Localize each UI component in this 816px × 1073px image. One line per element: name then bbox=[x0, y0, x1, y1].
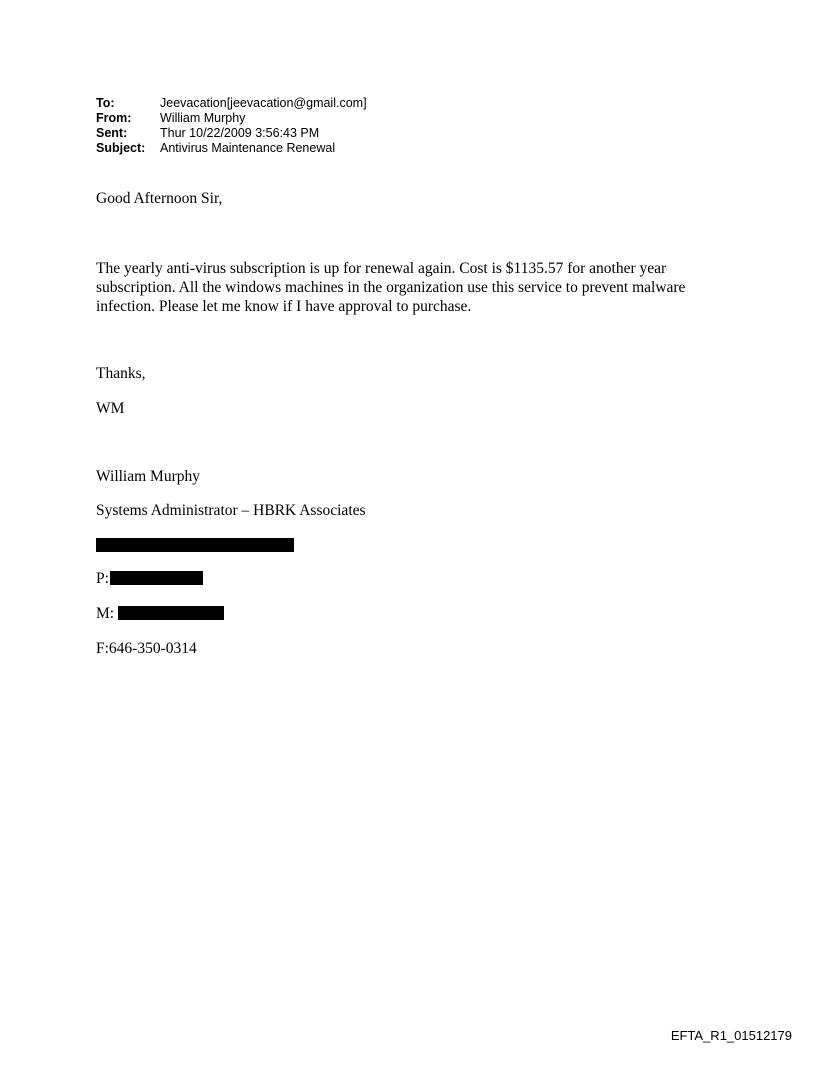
body-line: infection. Please let me know if I have approval to purchase. bbox=[96, 298, 472, 315]
redaction-email bbox=[96, 538, 294, 552]
phone-label: P: bbox=[96, 570, 109, 587]
greeting: Good Afternoon Sir, bbox=[96, 190, 223, 207]
subject-label: Subject: bbox=[96, 141, 146, 155]
signature-name: William Murphy bbox=[96, 468, 200, 485]
redaction-phone bbox=[110, 571, 203, 585]
subject-value: Antivirus Maintenance Renewal bbox=[160, 141, 336, 155]
to-row bbox=[96, 96, 367, 111]
from-row bbox=[96, 111, 367, 126]
fax-number: F:646-350-0314 bbox=[96, 640, 197, 657]
mobile-label: M: bbox=[96, 605, 115, 622]
from-value: William Murphy bbox=[160, 111, 246, 125]
to-label: To: bbox=[96, 96, 115, 110]
sent-row bbox=[96, 126, 367, 141]
body-paragraph bbox=[96, 259, 685, 316]
redaction-mobile bbox=[118, 606, 224, 620]
initials: WM bbox=[96, 400, 125, 417]
email-header bbox=[96, 96, 367, 156]
from-label: From: bbox=[96, 111, 132, 125]
to-value: Jeevacation[jeevacation@gmail.com] bbox=[160, 96, 367, 110]
signature-title: Systems Administrator – HBRK Associates bbox=[96, 502, 366, 519]
sent-label: Sent: bbox=[96, 126, 128, 140]
document-id: EFTA_R1_01512179 bbox=[670, 1028, 792, 1043]
sent-value: Thur 10/22/2009 3:56:43 PM bbox=[160, 126, 320, 140]
body-line: The yearly anti-virus subscription is up for renewal again. Cost is $1135.57 for another year bbox=[96, 260, 667, 277]
subject-row bbox=[96, 141, 367, 156]
closing: Thanks, bbox=[96, 365, 146, 382]
body-line: subscription. All the windows machines in the organization use this service to prevent malware bbox=[96, 279, 686, 296]
